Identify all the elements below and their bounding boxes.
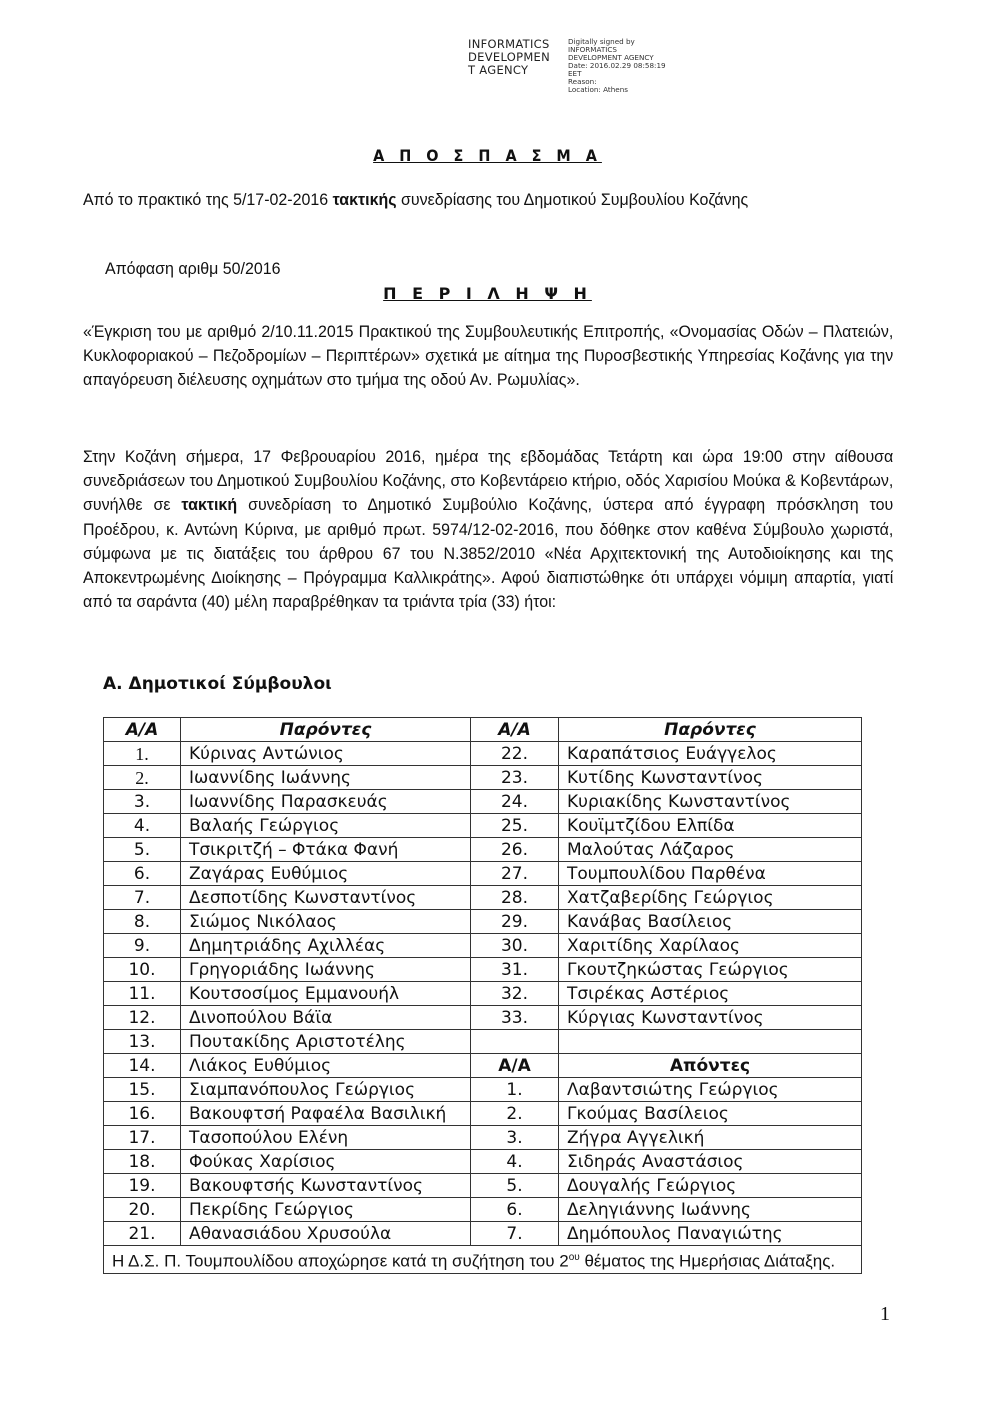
member-name: Λαβαντσιώτης Γεώργιος (559, 1078, 862, 1102)
row-number: 17. (104, 1126, 181, 1150)
signature-name: INFORMATICS DEVELOPMEN T AGENCY (468, 37, 551, 77)
row-number: 12. (104, 1006, 181, 1030)
row-number: 15. (104, 1078, 181, 1102)
row-number: 3. (471, 1126, 559, 1150)
row-number: 11. (104, 982, 181, 1006)
row-number: 16. (104, 1102, 181, 1126)
table-row (104, 766, 862, 790)
member-name: Κουτσοσίμος Εμμανουήλ (181, 982, 471, 1006)
member-name: Κουϊμτζίδου Ελπίδα (559, 814, 862, 838)
row-number: 30. (471, 934, 559, 958)
table-row (104, 1174, 862, 1198)
table-row (104, 838, 862, 862)
member-name: Πουτακίδης Αριστοτέλης (181, 1030, 471, 1054)
row-number: 13. (104, 1030, 181, 1054)
member-name: Βαλαής Γεώργιος (181, 814, 471, 838)
row-number: 33. (471, 1006, 559, 1030)
row-number: 28. (471, 886, 559, 910)
table-row (104, 1198, 862, 1222)
header-num: Α/Α (104, 718, 181, 742)
table-header-row (104, 718, 862, 742)
table-row (104, 742, 862, 766)
member-name: Σιώμος Νικόλαος (181, 910, 471, 934)
table-row (104, 982, 862, 1006)
header-absent: Απόντες (559, 1054, 862, 1078)
row-number: 8. (104, 910, 181, 934)
member-name: Κυτίδης Κωνσταντίνος (559, 766, 862, 790)
header-present: Παρόντες (181, 718, 471, 742)
section-title: Α. Δημοτικοί Σύμβουλοι (103, 674, 332, 694)
row-number: 23. (471, 766, 559, 790)
row-number: 32. (471, 982, 559, 1006)
member-name: Δημόπουλος Παναγιώτης (559, 1222, 862, 1246)
note-row (104, 1246, 862, 1274)
member-name: Χατζαβερίδης Γεώργιος (559, 886, 862, 910)
member-name: Δημητριάδης Αχιλλέας (181, 934, 471, 958)
row-number: 1. (104, 742, 181, 766)
table-row (104, 934, 862, 958)
empty-cell (471, 1030, 559, 1054)
member-name: Καραπάτσιος Ευάγγελος (559, 742, 862, 766)
document-title: Α Π Ο Σ Π Α Σ Μ Α (373, 146, 602, 165)
member-name: Δεληγιάννης Ιωάννης (559, 1198, 862, 1222)
meeting-paragraph: Στην Κοζάνη σήμερα, 17 Φεβρουαρίου 2016, ημέρα της εβδομάδας Τετάρτη και ώρα 19:00 στην αίθουσα συνεδριάσεων του Δημοτικού Συμβουλίου Κοζάνης, στο Κοβεντάρειο κτήριο, οδός Χαρισίου Μούκα & Κοβεντάρων, συνήλθε σε τακτική συνεδρίαση το Δημοτικό Συμβούλιο Κοζάνης, ύστερα από έγγραφη πρόσκληση του Προέδρου, κ. Αντώνη Κύρινα, με αριθμό πρωτ. 5974/12-02-2016, που δόθηκε στον καθένα Σύμβουλο χωριστά, σύμφωνα με τις διατάξεις του άρθρου 67 του Ν.3852/2010 «Νέα Αρχιτεκτονική της Αυτοδιοίκησης και της Αποκεντρωμένης Διοίκησης – Πρόγραμμα Καλλικράτης». Αφού διαπιστώθηκε ότι υπάρχει νόμιμη απαρτία, γιατί από τα σαράντα (40) μέλη παραβρέθηκαν τα τριάντα τρία (33) ήτοι: (83, 447, 894, 612)
header-num: Α/Α (471, 1054, 559, 1078)
member-name: Τσικριτζή – Φτάκα Φανή (181, 838, 471, 862)
digital-signature (468, 38, 666, 94)
table-row (104, 910, 862, 934)
table-row (104, 1054, 862, 1078)
row-number: 5. (104, 838, 181, 862)
table-row (104, 1030, 862, 1054)
member-name: Δινοπούλου Βάϊα (181, 1006, 471, 1030)
member-name: Κανάβας Βασίλειος (559, 910, 862, 934)
table-row (104, 1126, 862, 1150)
row-number: 25. (471, 814, 559, 838)
signature-details: Digitally signed by INFORMATICS DEVELOPMENT AGENCY Date: 2016.02.29 08:58:19 EET Reason: Location: Athens (568, 37, 666, 94)
table-row (104, 1150, 862, 1174)
row-number: 2. (104, 766, 181, 790)
members-table (103, 717, 862, 1274)
row-number: 14. (104, 1054, 181, 1078)
table-row (104, 814, 862, 838)
row-number: 5. (471, 1174, 559, 1198)
member-name: Κυριακίδης Κωνσταντίνος (559, 790, 862, 814)
table-row (104, 862, 862, 886)
member-name: Σιδηράς Αναστάσιος (559, 1150, 862, 1174)
member-name: Δουγαλής Γεώργιος (559, 1174, 862, 1198)
member-name: Μαλούτας Λάζαρος (559, 838, 862, 862)
row-number: 7. (471, 1222, 559, 1246)
row-number: 21. (104, 1222, 181, 1246)
row-number: 2. (471, 1102, 559, 1126)
row-number: 27. (471, 862, 559, 886)
member-name: Γκούμας Βασίλειος (559, 1102, 862, 1126)
member-name: Σιαμπανόπουλος Γεώργιος (181, 1078, 471, 1102)
row-number: 19. (104, 1174, 181, 1198)
member-name: Ζήγρα Αγγελική (559, 1126, 862, 1150)
member-name: Λιάκος Ευθύμιος (181, 1054, 471, 1078)
member-name: Κύργιας Κωνσταντίνος (559, 1006, 862, 1030)
row-number: 6. (104, 862, 181, 886)
table-row (104, 1102, 862, 1126)
table-row (104, 958, 862, 982)
table-row (104, 1222, 862, 1246)
row-number: 4. (104, 814, 181, 838)
row-number: 10. (104, 958, 181, 982)
row-number: 20. (104, 1198, 181, 1222)
member-name: Φούκας Χαρίσιος (181, 1150, 471, 1174)
member-name: Γρηγοριάδης Ιωάννης (181, 958, 471, 982)
decision-number: Απόφαση αριθμ 50/2016 (105, 259, 281, 278)
member-name: Βακουφτσής Κωνσταντίνος (181, 1174, 471, 1198)
member-name: Τσιρέκας Αστέριος (559, 982, 862, 1006)
row-number: 31. (471, 958, 559, 982)
member-name: Πεκρίδης Γεώργιος (181, 1198, 471, 1222)
member-name: Γκουτζηκώστας Γεώργιος (559, 958, 862, 982)
row-number: 24. (471, 790, 559, 814)
member-name: Δεσποτίδης Κωνσταντίνος (181, 886, 471, 910)
table-row (104, 1078, 862, 1102)
header-num: Α/Α (471, 718, 559, 742)
row-number: 3. (104, 790, 181, 814)
row-number: 9. (104, 934, 181, 958)
summary-paragraph: «Έγκριση του με αριθμό 2/10.11.2015 Πρακτικού της Συμβουλευτικής Επιτροπής, «Ονομασίας Οδών – Πλατειών, Κυκλοφοριακού – Πεζοδρομίων – Περιπτέρων» σχετικά με αίτημα της Πυροσβεστικής Υπηρεσίας Κοζάνης για την απαγόρευση διέλευσης οχημάτων στο τμήμα της οδού Αν. Ρωμυλίας». (83, 322, 894, 390)
row-number: 18. (104, 1150, 181, 1174)
row-number: 26. (471, 838, 559, 862)
member-name: Τασοπούλου Ελένη (181, 1126, 471, 1150)
member-name: Ιωαννίδης Παρασκευάς (181, 790, 471, 814)
table-row (104, 886, 862, 910)
row-number: 1. (471, 1078, 559, 1102)
row-number: 22. (471, 742, 559, 766)
member-name: Ζαγάρας Ευθύμιος (181, 862, 471, 886)
intro-paragraph: Από το πρακτικό της 5/17-02-2016 τακτικής συνεδρίασης του Δημοτικού Συμβουλίου Κοζάνης (83, 190, 749, 209)
row-number: 4. (471, 1150, 559, 1174)
member-name: Κύρινας Αντώνιος (181, 742, 471, 766)
member-name: Βακουφτσή Ραφαέλα Βασιλική (181, 1102, 471, 1126)
table-row (104, 790, 862, 814)
table-row (104, 1006, 862, 1030)
row-number: 29. (471, 910, 559, 934)
summary-title: Π Ε Ρ Ι Λ Η Ψ Η (383, 284, 592, 303)
member-name: Αθανασιάδου Χρυσούλα (181, 1222, 471, 1246)
empty-cell (559, 1030, 862, 1054)
member-name: Χαριτίδης Χαρίλαος (559, 934, 862, 958)
member-name: Ιωαννίδης Ιωάννης (181, 766, 471, 790)
withdrawal-note: Η Δ.Σ. Π. Τουμπουλίδου αποχώρησε κατά τη συζήτηση του $2^{o\upsilon}$ θέματος της Ημερήσιας Διάταξης. (104, 1246, 862, 1274)
row-number: 6. (471, 1198, 559, 1222)
page-number: 1 (880, 1303, 890, 1325)
header-present: Παρόντες (559, 718, 862, 742)
row-number: 7. (104, 886, 181, 910)
member-name: Τουμπουλίδου Παρθένα (559, 862, 862, 886)
